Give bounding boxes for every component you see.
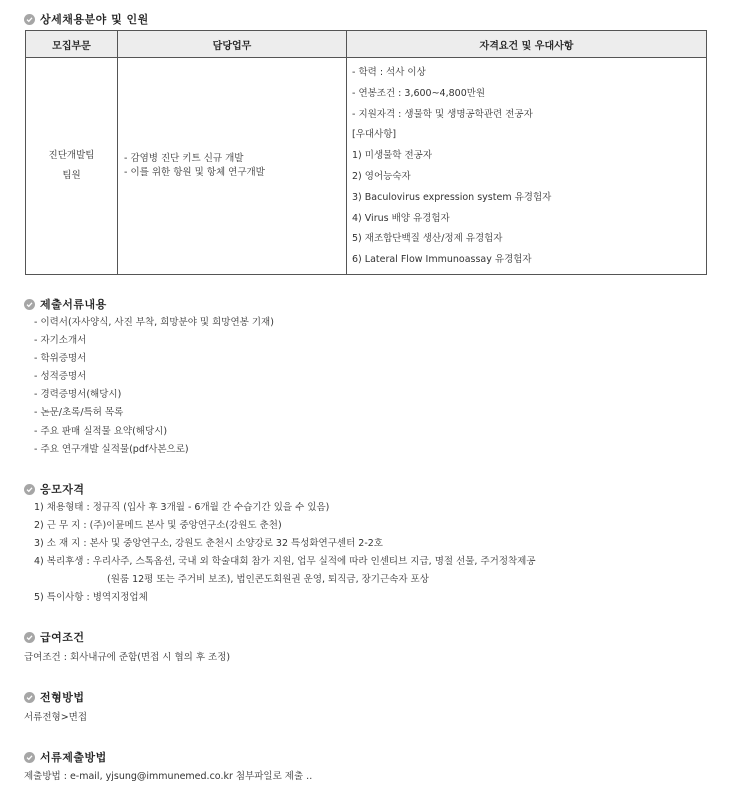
section-title: 서류제출방법 xyxy=(40,751,107,764)
qualification-item: 3) Baculovirus expression system 유경험자 xyxy=(352,191,552,203)
duty-item: - 이를 위한 항원 및 항체 연구개발 xyxy=(124,166,265,178)
check-circle-icon xyxy=(24,14,35,25)
qualification-item: 2) 영어능숙자 xyxy=(352,170,411,182)
qualification-item: [우대사항] xyxy=(352,129,397,141)
section-heading-eligibility xyxy=(24,481,85,497)
section-title: 급여조건 xyxy=(40,631,85,644)
check-circle-icon xyxy=(24,692,35,703)
eligibility-list xyxy=(34,499,536,608)
dept-role: 팀원 xyxy=(62,169,81,181)
qualification-item: 6) Lateral Flow Immunoassay 유경험자 xyxy=(352,254,532,266)
list-item: - 논문/초록/특허 목록 xyxy=(34,407,124,419)
list-item: 5) 특이사항 : 병역지정업체 xyxy=(34,592,148,604)
section-heading-selection xyxy=(24,689,85,705)
submission-text: 제출방법 : e-mail, yjsung@immunemed.co.kr 첨부파일로 제출 .. xyxy=(24,771,313,782)
list-item: - 학위증명서 xyxy=(34,353,87,365)
header-duties: 담당업무 xyxy=(118,31,347,58)
positions-table xyxy=(25,30,707,275)
list-item: - 이력서(자사양식, 사진 부착, 희망분야 및 희망연봉 기재) xyxy=(34,317,274,328)
list-item: 1) 채용형태 : 정규직 (입사 후 3개월 - 6개월 간 수습기간 있을 수 있음) xyxy=(34,502,330,513)
salary-text: 급여조건 : 회사내규에 준함(면접 시 협의 후 조정) xyxy=(24,652,231,663)
list-item: - 경력증명서(해당시) xyxy=(34,389,122,401)
qualification-item: 4) Virus 배양 유경험자 xyxy=(352,212,450,224)
list-item: 4) 복리후생 : 우리사주, 스톡옵션, 국내 외 학술대회 참가 지원, 업무 실적에 따라 인센티브 지급, 명절 선물, 주거정착제공 xyxy=(34,556,536,568)
check-circle-icon xyxy=(24,752,35,763)
dept-name: 진단개발팀 xyxy=(48,149,95,161)
documents-list xyxy=(34,314,274,459)
check-circle-icon xyxy=(24,299,35,310)
section-heading-documents xyxy=(24,296,107,312)
check-circle-icon xyxy=(24,632,35,643)
header-dept: 모집부문 xyxy=(26,31,118,58)
qualifications-cell xyxy=(347,58,707,275)
list-item: - 주요 판매 실적물 요약(해당시) xyxy=(34,425,168,437)
list-item: (원룸 12평 또는 주거비 보조), 법인콘도회원권 운영, 퇴직금, 장기근속자 포상 xyxy=(107,574,429,586)
qualification-item: - 학력 : 석사 이상 xyxy=(352,67,426,78)
section-heading-salary xyxy=(24,629,85,645)
section-title: 응모자격 xyxy=(40,483,85,496)
list-item: - 자기소개서 xyxy=(34,335,87,347)
list-item: - 성적증명서 xyxy=(34,371,87,383)
qualification-item: - 연봉조건 : 3,600~4,800만원 xyxy=(352,87,486,99)
section-heading-submission xyxy=(24,749,107,765)
qualification-item: 1) 미생물학 전공자 xyxy=(352,150,433,162)
qualification-item: 5) 재조합단백질 생산/정제 유경험자 xyxy=(352,233,503,245)
duties-cell xyxy=(118,58,347,275)
section-title: 전형방법 xyxy=(40,691,85,704)
list-item: - 주요 연구개발 실적물(pdf사본으로) xyxy=(34,443,189,455)
check-circle-icon xyxy=(24,484,35,495)
table-row xyxy=(26,58,707,275)
duty-item: - 감염병 진단 키트 신규 개발 xyxy=(124,152,244,164)
table-header-row xyxy=(26,31,707,58)
dept-cell xyxy=(26,58,118,275)
header-qualifications: 자격요건 및 우대사항 xyxy=(347,31,707,58)
selection-text: 서류전형>면접 xyxy=(24,712,88,723)
section-title: 제출서류내용 xyxy=(40,298,107,311)
list-item: 2) 근 무 지 : (주)이뮨메드 본사 및 중앙연구소(강원도 춘천) xyxy=(34,520,282,532)
section-heading-positions xyxy=(24,11,149,27)
section-title: 상세채용분야 및 인원 xyxy=(40,13,149,26)
list-item: 3) 소 재 지 : 본사 및 중앙연구소, 강원도 춘천시 소양강로 32 특성화연구센터 2-2호 xyxy=(34,538,383,550)
qualification-item: - 지원자격 : 생물학 및 생명공학관련 전공자 xyxy=(352,108,533,120)
